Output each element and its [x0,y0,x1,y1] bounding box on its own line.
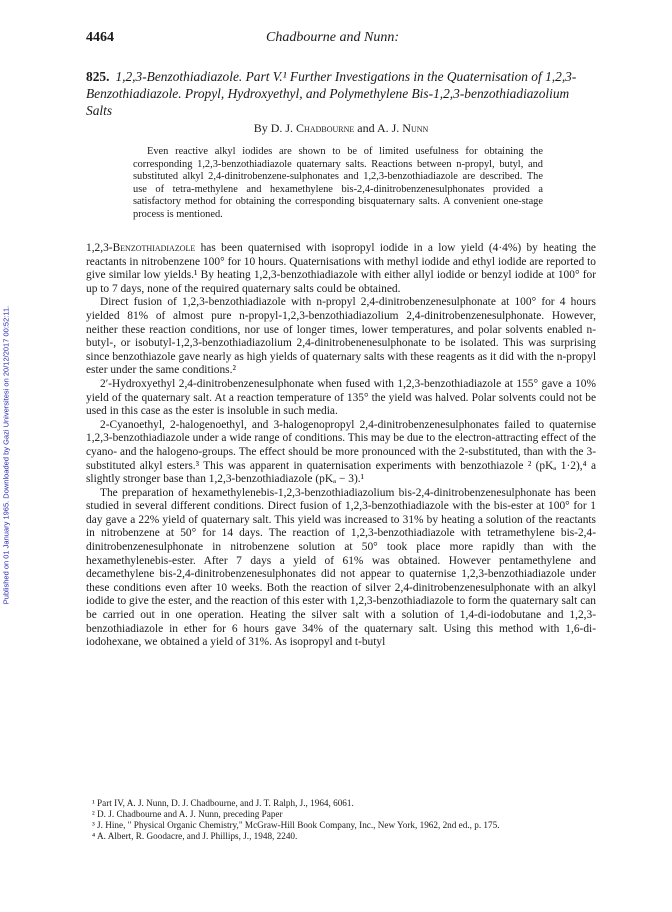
byline-prefix: By D. J. [253,121,294,135]
article-body [86,242,596,650]
paragraph-2: Direct fusion of 1,2,3-benzothiadiazole with n-propyl 2,4-dinitrobenzenesulphonate at 100° for 4 hours yielded 81% of almost pure n-propyl-1,2,3-benzothiadiazolium 2,4-dinitrobenzenesulphonate. However, neither these reaction conditions, nor use of longer times, lower temperatures, and polar solvents enabled n-butyl-, or isobutyl-1,2,3-benzothiadiazolium 2,4-dinitrobenenesulphonate to be isolated. This was surprising since benzothiazole gave nearly as high yields of quaternary salts with these reagents as it did with the n-propyl ester under the same conditions.² [86,296,596,377]
paragraph-3: 2′-Hydroxyethyl 2,4-dinitrobenzenesulphonate when fused with 1,2,3-benzothiadiazole at 155° gave a 10% yield of the quaternary salt. At a reaction temperature of 135° the yield was halved. Polar solvents could not be used in this case as the ester is insoluble in such media. [86,377,596,418]
download-watermark [0,160,14,750]
page-header [86,30,586,50]
footnotes [86,798,596,842]
paragraph-1-lead: 1,2,3-Benzothiadiazole [86,242,196,254]
byline-mid: and A. J. [357,121,400,135]
article-heading [86,68,596,136]
footnote-1: ¹ Part IV, A. J. Nunn, D. J. Chadbourne, and J. T. Ralph, J., 1964, 6061. [92,798,354,808]
running-head: Chadbourne and Nunn: [266,30,399,45]
download-watermark-text: Published on 01 January 1965. Downloaded by Gazi Universitesi on 20/12/2017 00:52:11. [1,305,11,605]
article-number: 825. [86,69,110,84]
footnote-2: ² D. J. Chadbourne and A. J. Nunn, preceding Paper [92,809,283,819]
abstract: Even reactive alkyl iodides are shown to be of limited usefulness for obtaining the corresponding 1,2,3-benzothiadiazole quaternary salts. Reactions between n-propyl, butyl, and substituted alkyl 2,4-dinitrobenzene-sulphonates and 1,2,3-benzothiadiazole are described. The use of tetra-methylene and hexamethylene bis-2,4-dinitrobenzenesulphonates provided a satisfactory method for obtaining the corresponding bisquaternary salts. A convenient one-stage process is mentioned. [133,146,543,220]
author-byline [86,121,596,136]
paragraph-1-text: has been quaternised with isopropyl iodide in a low yield (4·4%) by heating the reactants in nitrobenzene 100° for 10 hours. Quaternisations with methyl iodide and ethyl iodide are reported to give similar low yields.¹ By heating 1,2,3-benzothiadiazole with either allyl iodide or benzyl iodide at 100° for up to 7 days, none of the required quaternary salts could be obtained. [86,242,596,295]
footnote-3: ³ J. Hine, " Physical Organic Chemistry," McGraw-Hill Book Company, Inc., New York, 1962, 2nd ed., p. 175. [92,820,500,830]
author-nunn: Nunn [402,121,429,135]
article-title-line [86,68,596,119]
paragraph-1 [86,242,596,296]
article-title: 1,2,3-Benzothiadiazole. Part V.¹ Further Investigations in the Quaternisation of 1,2,3-Benzothiadiazole. Propyl, Hydroxyethyl, and Polymethylene Bis-1,2,3-benzothiadiazolium Salts [86,69,577,118]
author-chadbourne: Chadbourne [296,121,355,135]
paragraph-5: The preparation of hexamethylenebis-1,2,3-benzothiadiazolium bis-2,4-dinitrobenzenesulphonate has been studied in several different conditions. Direct fusion of 1,2,3-benzothiadiazole with the bis-ester at 100° for 1 day gave a 22% yield of quaternary salt. This yield was increased to 31% by heating a solution of the reactants in nitrobenzene at 50° for 14 days. The reaction of 1,2,3-benzothiadiazole with tetramethylene bis-2,4-dinitrobenzenesulphonate in nitrobenzene solution at 50° took place more rapidly than with the hexamethylenebis-ester. After 7 days a yield of 61% was obtained. However pentamethylene and decamethylene bis-2,4-dinitrobenzenesulphonates did not appear to quaternise 1,2,3-benzothiadiazole under these conditions even after 10 weeks. Both the reaction of silver 2,4-dinitrobenzenesulphonate with an alkyl iodide to give the ester, and the reaction of this ester with 1,2,3-benzothiadiazole to form the quaternary salt can be carried out in one operation. Heating the silver salt with a solution of 1,4-di-iodobutane and 1,2,3-benzothiadiazole in ether for 6 hours gave 34% of the quaternary salt. Using this method with 1,6-di-iodohexane, we obtained a yield of 31%. As isopropyl and t-butyl [86,486,596,649]
footnote-4: ⁴ A. Albert, R. Goodacre, and J. Phillips, J., 1948, 2240. [92,831,298,841]
page-number: 4464 [86,30,114,45]
paragraph-4: 2-Cyanoethyl, 2-halogenoethyl, and 3-halogenopropyl 2,4-dinitrobenzenesulphonates failed to quaternise 1,2,3-benzothiadiazole under a wide range of conditions. This may be due to the electron-attracting effect of the cyano- and the halogeno-groups. The effect should be more pronounced with the 2-substituted, than with the 3-substituted alkyl esters.³ This was apparent in quaternisation experiments with benzothiazole ² (pKₐ 1·2),⁴ a slightly stronger base than 1,2,3-benzothiadiazole (pKₐ − 3).¹ [86,418,596,486]
